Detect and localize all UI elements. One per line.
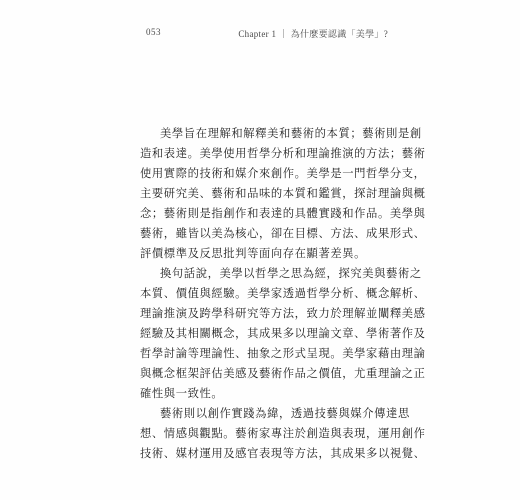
text-line: 本質、價值與經驗。美學家透過哲學分析、概念解析、 [140, 287, 426, 300]
text-line: 與概念框架評估美感及藝術作品之價值，尤重理論之正 [140, 367, 426, 380]
text-line: 哲學討論等理論性、抽象之形式呈現。美學家藉由理論 [140, 347, 426, 360]
text-line: 使用實際的技術和媒介來創作。美學是一門哲學分支， [140, 167, 426, 180]
text-line: 念；藝術則是指創作和表達的具體實踐和作品。美學與 [140, 207, 426, 220]
text-line: 藝術，雖皆以美為核心，卻在目標、方法、成果形式、 [140, 227, 426, 240]
running-header [0, 27, 520, 43]
text-line: 理論推演及跨學科研究等方法，致力於理解並闡釋美感 [140, 307, 426, 320]
paragraph [140, 404, 426, 464]
page-number: 053 [146, 27, 161, 37]
text-line: 技術、媒材運用及感官表現等方法，其成果多以視覺、 [140, 447, 426, 460]
text-line: 評價標準及反思批判等面向存在顯著差異。 [140, 247, 367, 260]
text-line: 經驗及其相關概念，其成果多以理論文章、學術著作及 [140, 327, 426, 340]
chapter-title: Chapter 1 ｜ 為什麼要認識「美學」? [238, 29, 388, 39]
text-line: 確性與一致性。 [140, 387, 224, 400]
text-line: 換句話說，美學以哲學之思為經，探究美與藝術之 [160, 267, 422, 280]
paragraph [140, 124, 426, 264]
text-line: 主要研究美、藝術和品味的本質和鑑賞，探討理論與概 [140, 187, 426, 200]
text-line: 藝術則以創作實踐為緯，透過技藝與媒介傳達思 [160, 407, 410, 420]
paragraph [140, 264, 426, 404]
text-line: 美學旨在理解和解釋美和藝術的本質；藝術則是創 [160, 127, 422, 140]
text-line: 想、情感與觀點。藝術家專注於創造與表現，運用創作 [140, 427, 426, 440]
text-line: 造和表達。美學使用哲學分析和理論推演的方法；藝術 [140, 147, 426, 160]
body-text [140, 124, 426, 464]
